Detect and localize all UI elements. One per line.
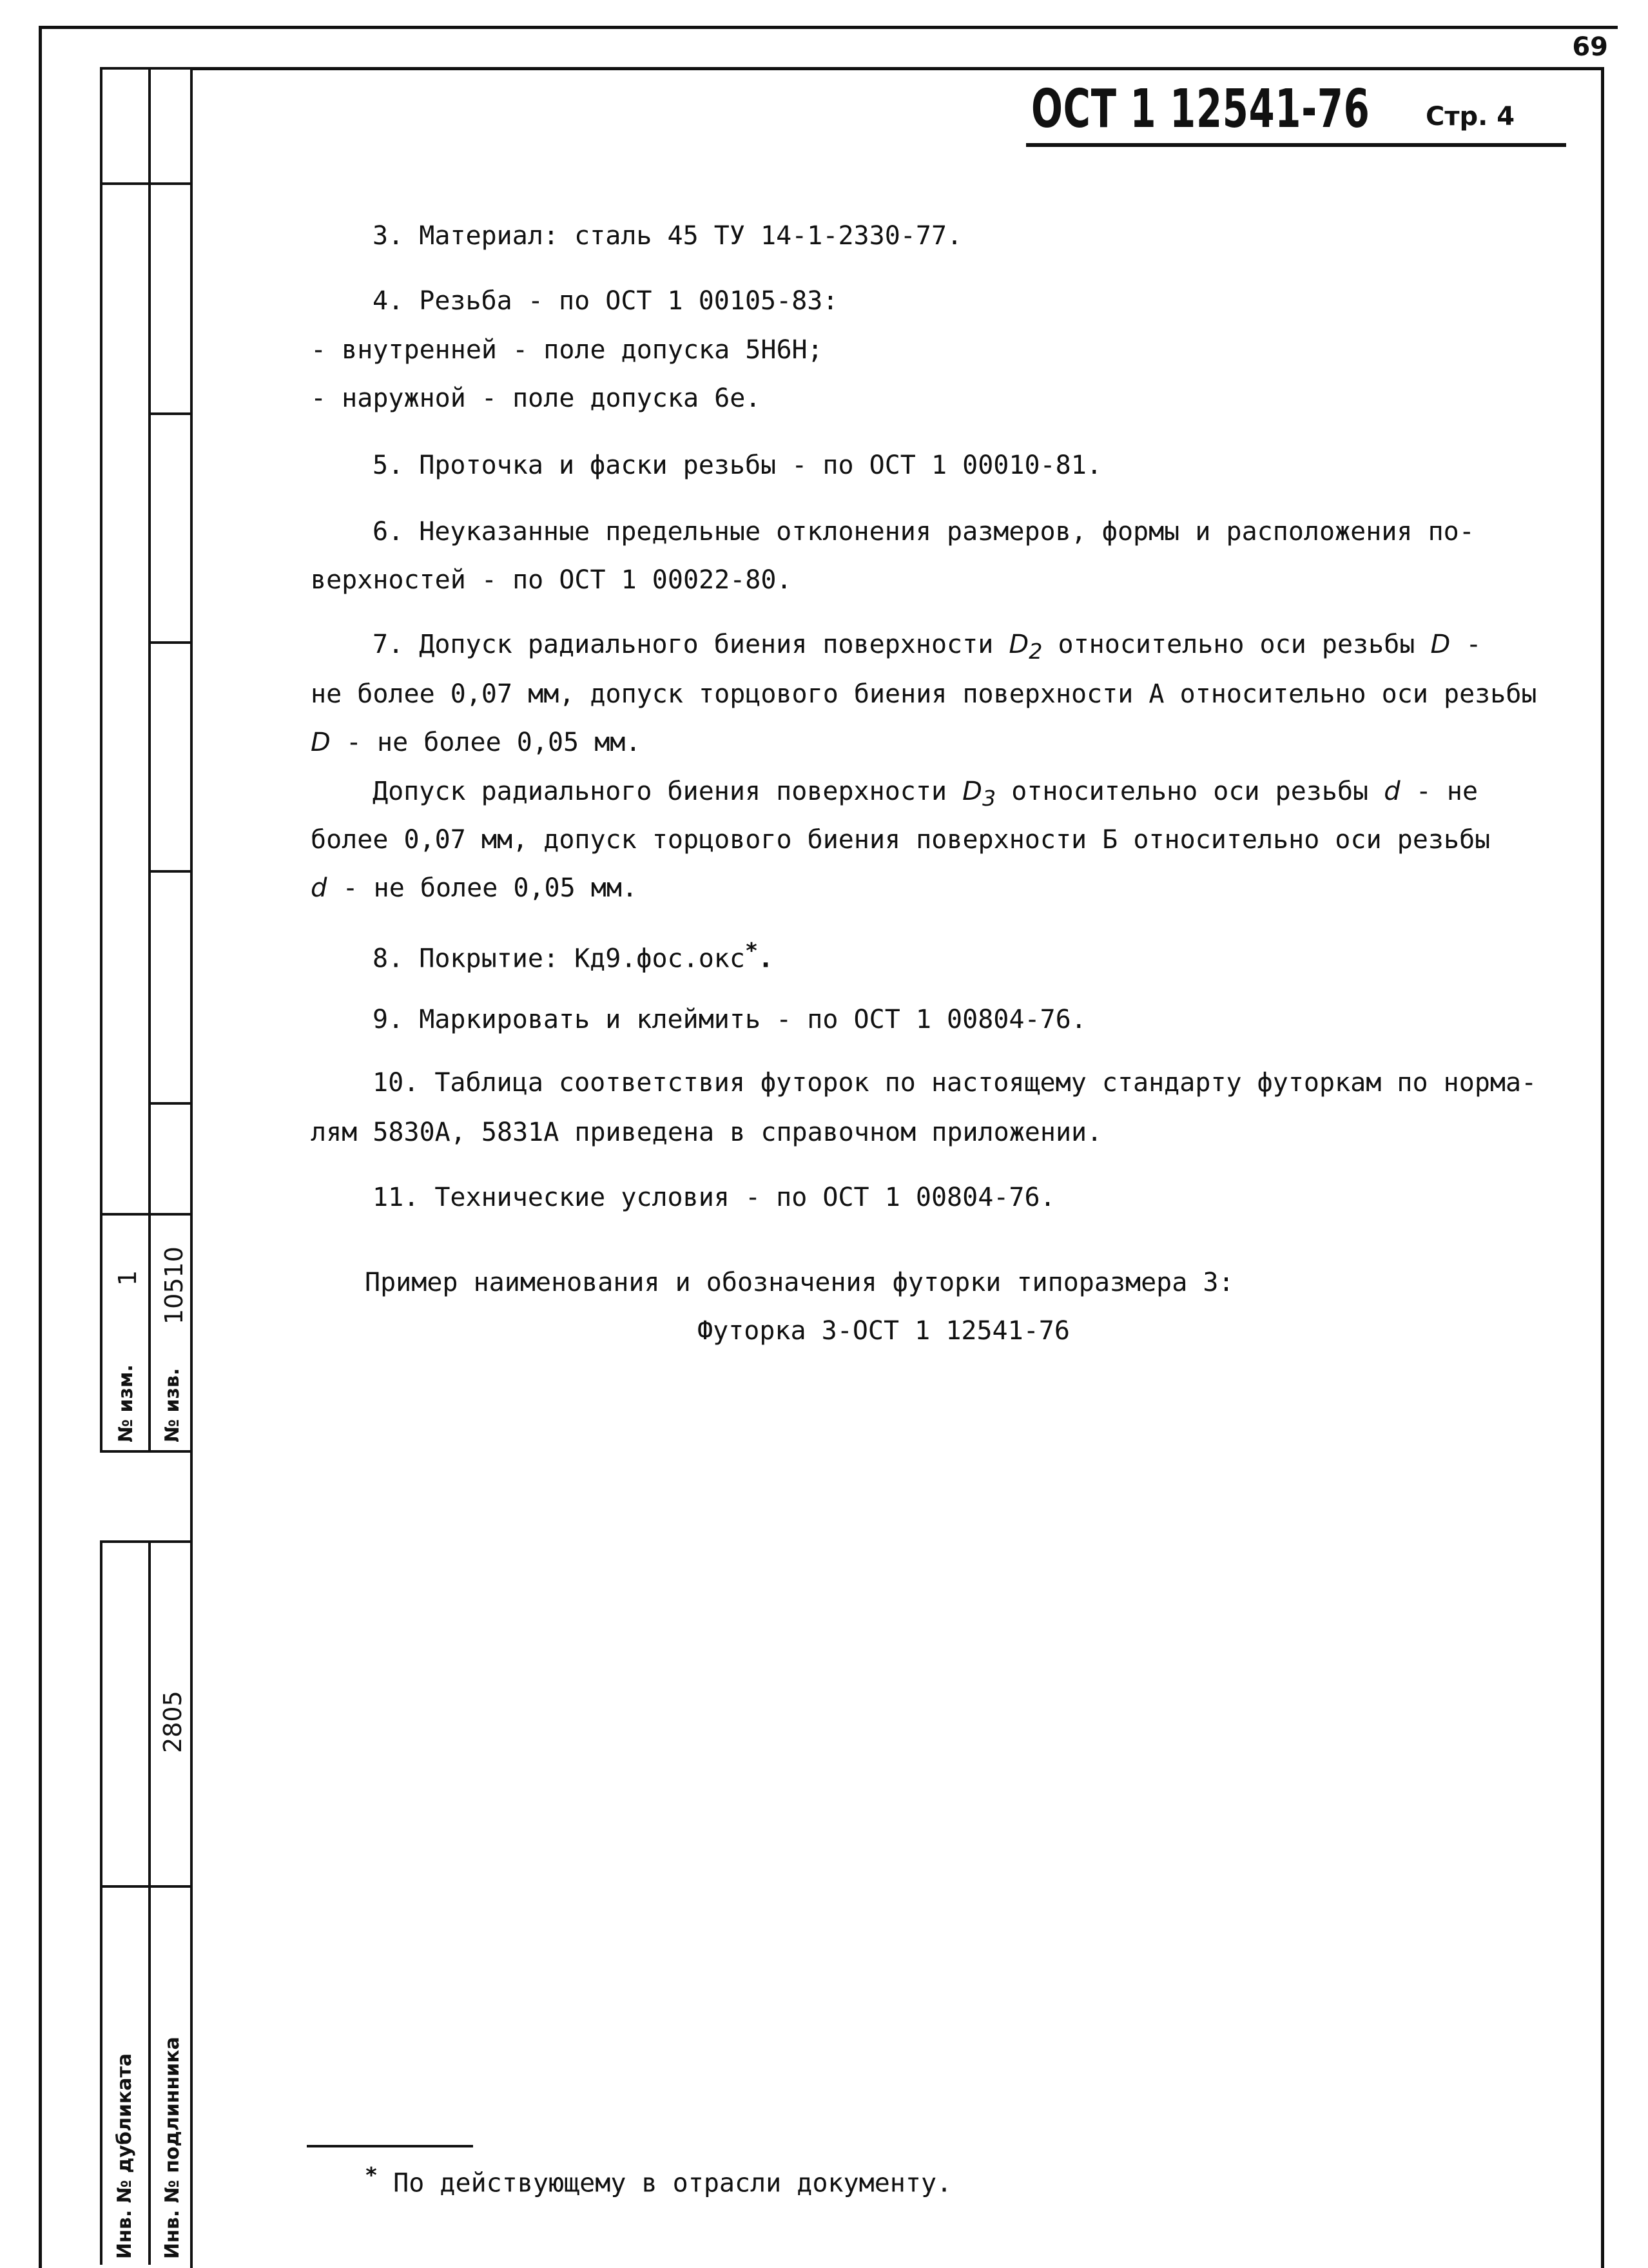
stamp-row-line — [100, 182, 193, 185]
symbol: d — [1384, 777, 1401, 806]
page-number: 69 — [1572, 32, 1608, 62]
symbol: D — [311, 728, 331, 757]
item-7b-line3 — [311, 875, 637, 901]
example-designation: Футорка 3-ОСТ 1 12541-76 — [697, 1316, 1070, 1346]
symbol: D — [1430, 630, 1451, 659]
subscript: 3 — [982, 786, 996, 811]
item-5: 5. Проточка и фаски резьбы - по ОСТ 1 00010-81. — [373, 451, 1102, 480]
stamp-izm-value: 1 — [113, 1270, 142, 1286]
text-span: - не более 0,05 мм. — [327, 873, 638, 903]
stamp-row-line — [100, 1540, 193, 1543]
stamp-column-line — [148, 1540, 151, 2265]
item-3: 3. Материал: сталь 45 ТУ 14-1-2330-77. — [373, 221, 963, 251]
stamp-podl-value: 2805 — [159, 1691, 187, 1753]
item-6: 6. Неуказанные предельные отклонения размеров, формы и расположения по- — [373, 517, 1475, 547]
item-4-outer: - наружной - поле допуска 6е. — [311, 383, 761, 413]
stamp-tick — [148, 641, 191, 644]
example-heading: Пример наименования и обозначения футорки типоразмера 3: — [365, 1268, 1234, 1297]
item-10-cont: лям 5830А, 5831А приведена в справочном приложении. — [311, 1118, 1103, 1147]
stamp-izv-value: 10510 — [160, 1246, 188, 1324]
text-span: 8. Покрытие: Кд9.фос.окс — [373, 944, 745, 974]
stamp-tick — [148, 1102, 191, 1105]
symbol: D — [962, 777, 982, 806]
text-span: - не — [1400, 777, 1478, 806]
item-7b-line2: более 0,07 мм, допуск торцового биения поверхности Б относительно оси резьбы — [311, 825, 1491, 855]
symbol: D — [1009, 630, 1029, 659]
footnote — [365, 2164, 952, 2196]
footnote-rule — [307, 2145, 473, 2147]
document-code: ОСТ 1 12541-76 — [1031, 79, 1370, 140]
stamp-tick — [148, 412, 191, 415]
text-span: . — [758, 944, 774, 974]
stamp-row-line — [100, 1450, 193, 1453]
stamp-row-line — [100, 1213, 193, 1216]
item-6-cont: верхностей - по ОСТ 1 00022-80. — [311, 565, 792, 595]
item-7-line2: не более 0,07 мм, допуск торцового биения поверхности А относительно оси резьбы — [311, 679, 1537, 709]
item-11: 11. Технические условия - по ОСТ 1 00804-76. — [373, 1183, 1056, 1212]
text-span: 7. Допуск радиального биения поверхности — [373, 630, 1009, 659]
text-span: - не более 0,05 мм. — [330, 728, 641, 757]
text-span: относительно оси резьбы — [996, 777, 1384, 806]
footnote-text: По действующему в отрасли документу. — [393, 2168, 953, 2198]
stamp-izm-label: № изм. — [115, 1364, 137, 1442]
footnote-mark: * — [365, 2162, 378, 2187]
item-4-inner: - внутренней - поле допуска 5Н6Н; — [311, 335, 823, 365]
item-4: 4. Резьба - по ОСТ 1 00105-83: — [373, 286, 839, 316]
stamp-column-line — [148, 67, 151, 1453]
stamp-izv-label: № изв. — [161, 1368, 184, 1442]
item-10: 10. Таблица соответствия футорок по настоящему стандарту футоркам по норма- — [373, 1068, 1537, 1098]
text-span: относительно оси резьбы — [1042, 630, 1431, 659]
subscript: 2 — [1029, 639, 1043, 664]
page-label: Стр. 4 — [1426, 102, 1515, 131]
item-9: 9. Маркировать и клеймить - по ОСТ 1 00804-76. — [373, 1005, 1087, 1034]
text-span: - — [1450, 630, 1482, 659]
symbol: d — [311, 873, 327, 903]
stamp-row-line — [100, 1885, 193, 1888]
item-7-line1 — [373, 632, 1481, 662]
stamp-column-line — [100, 67, 102, 1453]
text-span: Допуск радиального биения поверхности — [373, 777, 963, 806]
item-8 — [373, 938, 774, 974]
header-underline — [1026, 143, 1566, 147]
stamp-tick — [148, 870, 191, 873]
stamp-row-line — [100, 67, 193, 70]
footnote-mark: * — [744, 938, 759, 963]
stamp-podl-label: Инв. № подлинника — [161, 2037, 184, 2259]
stamp-dubl-label: Инв. № дубликата — [113, 2053, 136, 2259]
item-7b-line1 — [373, 779, 1478, 809]
item-7-line3 — [311, 730, 641, 755]
stamp-column-line — [100, 1540, 102, 2265]
